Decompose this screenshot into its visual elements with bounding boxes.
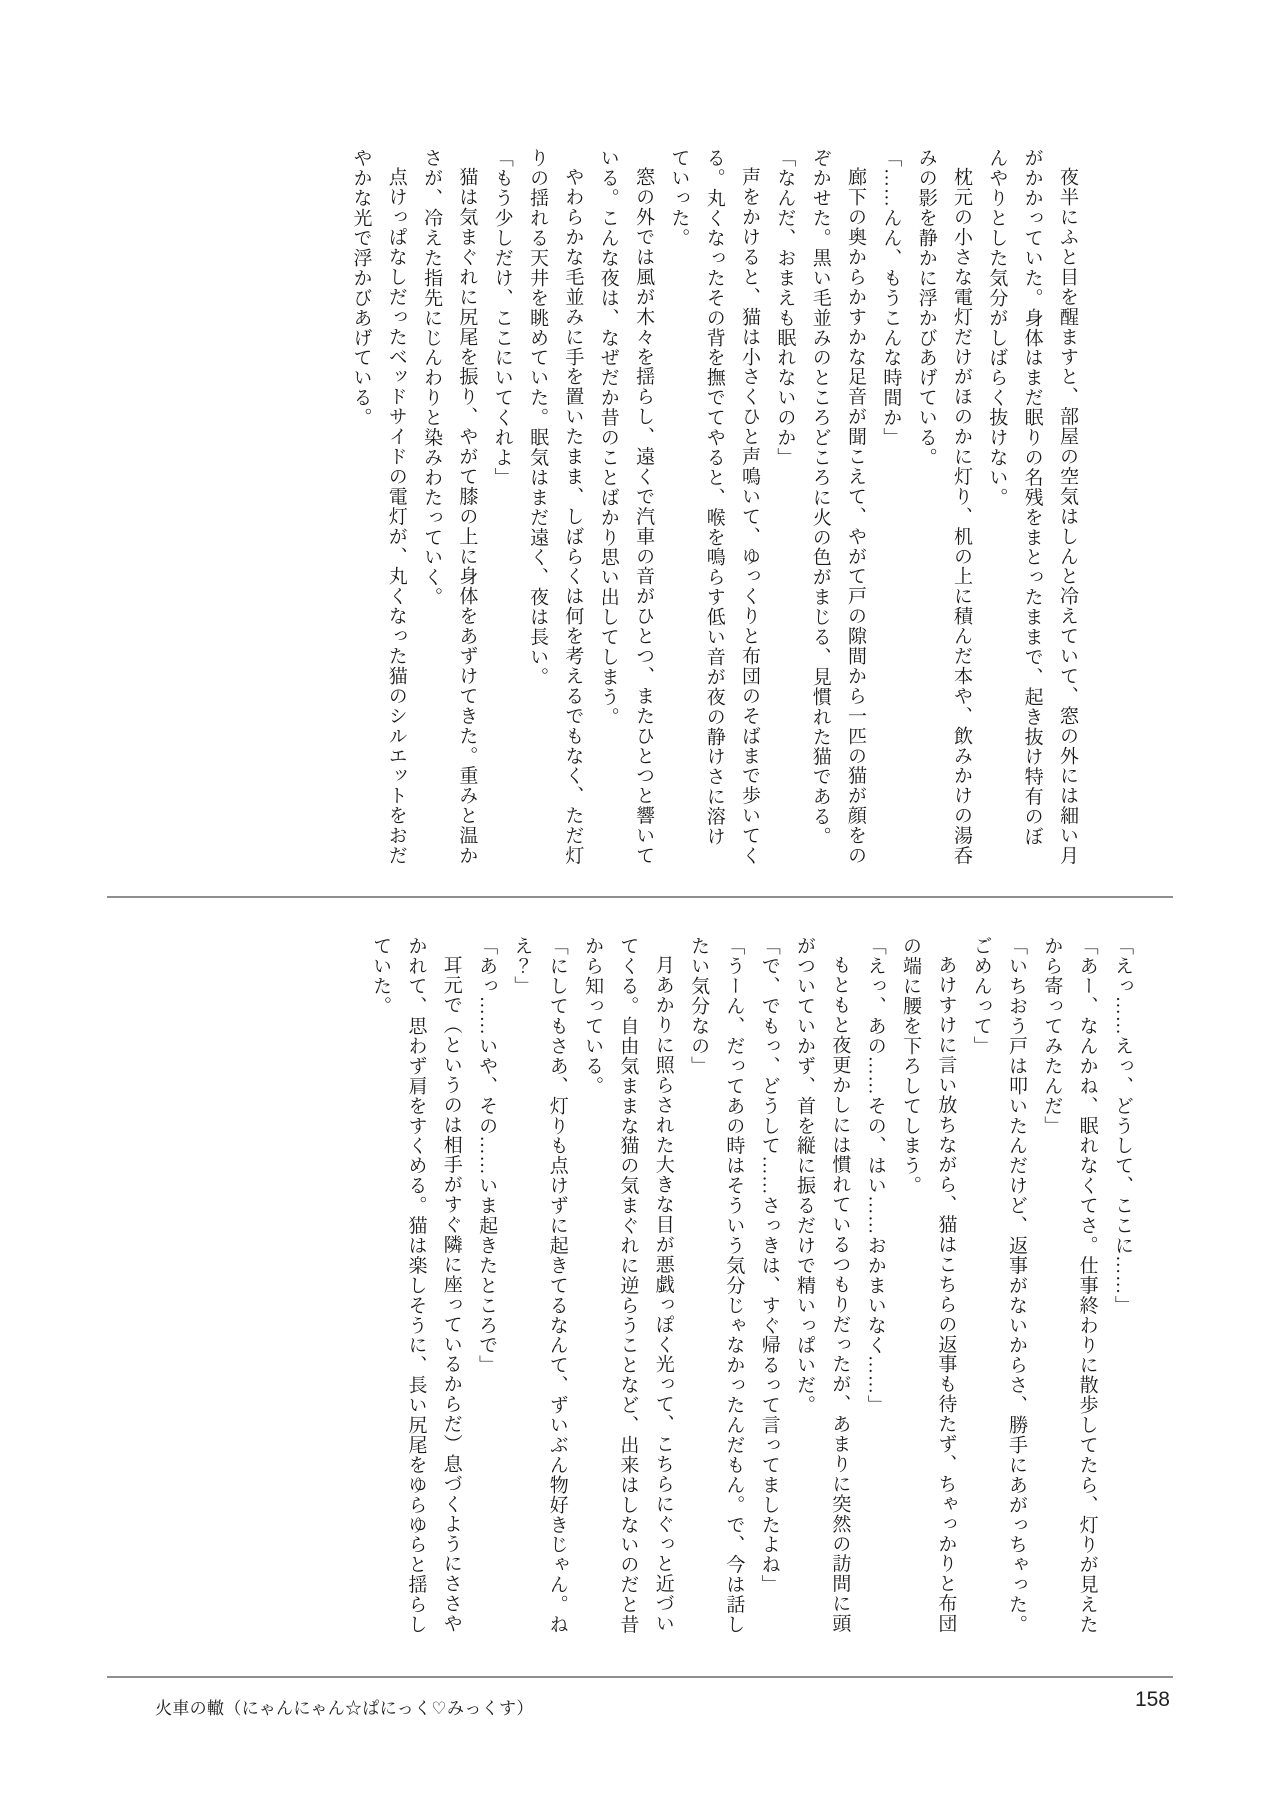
section-divider: [107, 896, 1173, 898]
paragraph: 「いちおう戸は叩いたんだけど、返事がないからさ、勝手にあがっちゃった。ごめんって」: [970, 936, 1028, 1635]
paragraph: 「なんだ、おまえも眠れないのか」: [774, 148, 796, 468]
bottom-text-section: [115, 936, 1140, 1642]
paragraph: 「あー、なんかね、眠れなくてさ。仕事終わりに散歩してたら、灯りが見えたから寄ってみたんだ」: [1041, 936, 1098, 1635]
paragraph: 猫は気まぐれに尻尾を振り、やがて膝の上に身体をあずけてきた。重みと温かさが、冷えた指先にじんわりと染みわたっていく。: [421, 148, 478, 866]
paragraph: やわらかな毛並みに手を置いたまま、しばらくは何を考えるでもなく、ただ灯りの揺れる天井を眺めていた。眠気はまだ遠く、夜は長い。: [527, 148, 584, 866]
paragraph: 「あっ……いや、その……いま起きたところで」: [476, 936, 498, 1375]
paragraph: 「もう少しだけ、ここにいてくれよ」: [491, 148, 513, 488]
paragraph: 耳元で（というのは相手がすぐ隣に座っているからだ）息づくようにささやかれて、思わず肩をすくめる。猫は楽しそうに、長い尻尾をゆらゆらと揺らしていた。: [370, 936, 462, 1635]
paragraph: 点けっぱなしだったベッドサイドの電灯が、丸くなった猫のシルエットをおだやかな光で浮かびあげている。: [350, 148, 407, 866]
top-text-section: [115, 148, 1085, 866]
page-number: 158: [1134, 1688, 1170, 1711]
footer-divider: [107, 1676, 1173, 1678]
paragraph: 窓の外では風が木々を揺らし、遠くで汽車の音がひとつ、またひとつと響いている。こんな夜は、なぜだか昔のことばかり思い出してしまう。: [597, 148, 655, 866]
paragraph: 枕元の小さな電灯だけがほのかに灯り、机の上に積んだ本や、飲みかけの湯呑みの影を静かに浮かびあげている。: [915, 148, 973, 866]
paragraph: 廊下の奥からかすかな足音が聞こえて、やがて戸の隙間から一匹の猫が顔をのぞかせた。黒い毛並みのところどころに火の色がまじる、見慣れた猫である。: [809, 148, 867, 866]
paragraph: 「……んん、もうこんな時間か」: [880, 148, 902, 448]
paragraph: 「えっ、あの……その、はい……おかまいなく……」: [864, 936, 886, 1415]
footer-running-title: 火車の轍（にゃんにゃん☆ぱにっく♡みっくす）: [155, 1699, 534, 1718]
paragraph: 「えっ……えっ、どうして、ここに……」: [1112, 936, 1133, 1316]
paragraph: 「にしてもさあ、灯りも点けずに起きてるなんて、ずいぶん物好きじゃん。ねえ？」: [511, 936, 568, 1635]
paragraph: 月あかりに照らされた大きな目が悪戯っぽく光って、こちらにぐっと近づいてくる。自由気ままな猫の気まぐれに逆らうことなど、出来はしないのだと昔から知っている。: [582, 936, 674, 1635]
paragraph: 「で、でもっ、どうして……さっきは、すぐ帰るって言ってましたよね」: [758, 936, 780, 1595]
paragraph: あけすけに言い放ちながら、猫はこちらの返事も待たず、ちゃっかりと布団の端に腰を下ろしてしまう。: [900, 936, 957, 1634]
paragraph: 「うーん、だってあの時はそういう気分じゃなかったんだもん。で、今は話したい気分なの」: [688, 936, 745, 1635]
paragraph: 声をかけると、猫は小さくひと声鳴いて、ゆっくりと布団のそばまで歩いてくる。丸くなったその背を撫でてやると、喉を鳴らす低い音が夜の静けさに溶けていった。: [668, 148, 761, 866]
paragraph: 夜半にふと目を醒ますと、部屋の空気はしんと冷えていて、窓の外には細い月がかかっていた。身体はまだ眠りの名残をまとったままで、起き抜け特有のぼんやりとした気分がしばらく抜けない。: [986, 148, 1078, 866]
paragraph: もともと夜更かしには慣れているつもりだったが、あまりに突然の訪問に頭がついていかず、首を縦に振るだけで精いっぱいだ。: [794, 936, 851, 1634]
